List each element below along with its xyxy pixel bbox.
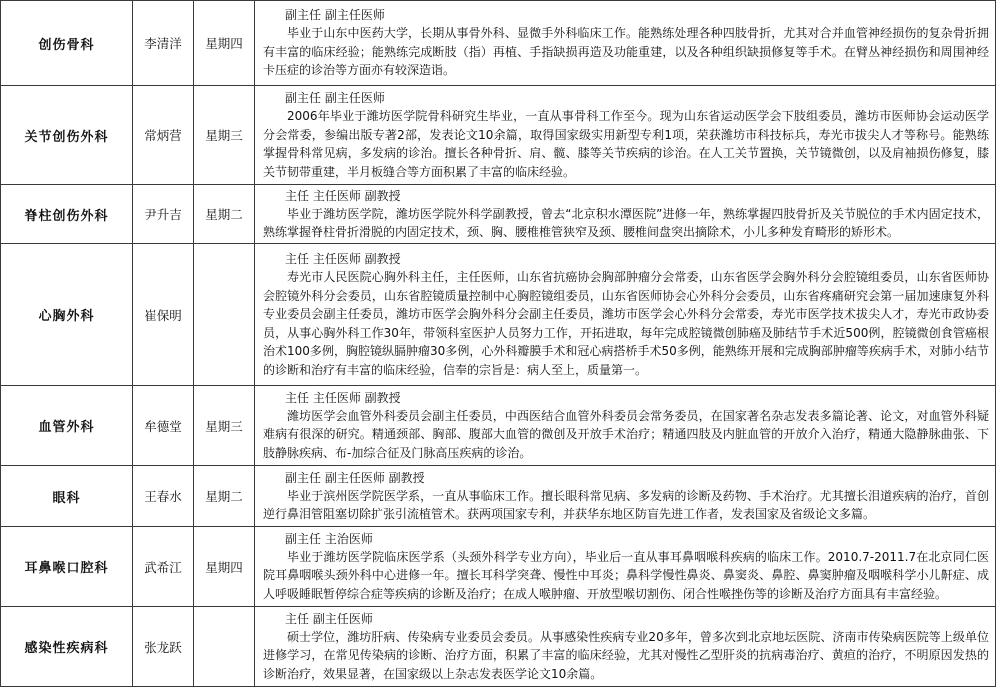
- clinic-day: 星期二: [194, 466, 255, 527]
- doctor-profile: [255, 185, 996, 244]
- table-row: [1, 466, 996, 527]
- doctor-description: 毕业于山东中医药大学，长期从事骨外科、显微手外科临床工作。能熟练处理各种四肢骨折，尤其对合并血管神经损伤的复杂骨折拥有丰富的临床经验；能熟练完成断肢（指）再植、手指缺损再造及功能重建，以及各种组织缺损修复等手术。在臂丛神经损伤和周围神经卡压症的诊治等方面亦有较深造诣。: [263, 26, 989, 78]
- department-cell: 耳鼻喉口腔科: [1, 527, 133, 607]
- doctor-name: 尹升吉: [133, 185, 194, 244]
- doctor-name: 王春水: [133, 466, 194, 527]
- clinic-day: [194, 607, 255, 687]
- doctor-name: 李清洋: [133, 1, 194, 86]
- doctor-profile: [255, 607, 996, 687]
- doctor-title: 副主任 副主任医师: [285, 8, 385, 23]
- doctor-profile: [255, 466, 996, 527]
- doctor-name: 武希江: [133, 527, 194, 607]
- doctor-description: 2006年毕业于潍坊医学院骨科研究生毕业，一直从事骨科工作至今。现为山东省运动医学会下肢组委员，潍坊市医师协会运动医学分会常委，参编出版专著2部，发表论文10余篇，取得国家级实用新型专利1项，荣获潍坊市科技标兵，寿光市拔尖人才等称号。能熟练掌握骨科常见病，多发病的诊治。擅长各种骨折、肩、髋、膝等关节疾病的诊治。在人工关节置换，关节镜微创，以及肩袖损伤修复，膝关节韧带重建，半月板缝合等方面积累了丰富的临床经验。: [263, 109, 989, 179]
- department-cell: 血管外科: [1, 386, 133, 466]
- table-row: [1, 1, 996, 86]
- doctor-name: 常炳营: [133, 86, 194, 185]
- department-cell: 脊柱创伤外科: [1, 185, 133, 244]
- doctor-title: 副主任 主治医师: [285, 531, 373, 546]
- doctor-description: 毕业于滨州医学院医学系，一直从事临床工作。擅长眼科常见病、多发病的诊断及药物、手术治疗。尤其擅长泪道疾病的治疗，首创逆行鼻泪管阻塞切除扩张引流植管术。获两项国家专利，并获华东地区防盲先进工作者，发表国家及省级论文多篇。: [263, 488, 989, 521]
- doctor-description: 毕业于潍坊医学院，潍坊医学院外科学副教授，曾去“北京积水潭医院”进修一年，熟练掌握四肢骨折及关节脱位的手术内固定技术，熟练掌握脊柱骨折滑脱的内固定技术，颈、胸、腰椎椎管狭窄及颈、腰椎间盘突出摘除术，小儿多种发育畸形的矫形术。: [263, 206, 989, 239]
- doctor-title: 副主任 副主任医师 副教授: [285, 470, 425, 485]
- doctor-description: 硕士学位，潍坊肝病、传染病专业委员会委员。从事感染性疾病专业20多年，曾多次到北京地坛医院、济南市传染病医院等上级单位进修学习，在常见传染病的诊断、治疗方面，积累了丰富的临床经验，尤其对慢性乙型肝炎的抗病毒治疗、黄疸的治疗，不明原因发热的诊断治疗，效果显著，在国家级以上杂志发表医学论文10余篇。: [263, 629, 989, 681]
- clinic-day: 星期二: [194, 185, 255, 244]
- clinic-day: 星期三: [194, 86, 255, 185]
- doctor-name: 崔保明: [133, 244, 194, 386]
- department-cell: 眼科: [1, 466, 133, 527]
- department-cell: 感染性疾病科: [1, 607, 133, 687]
- doctor-title: 副主任 副主任医师: [285, 91, 385, 105]
- doctor-name: 张龙跃: [133, 607, 194, 687]
- doctor-title: 主任 副主任医师: [285, 611, 373, 626]
- doctor-description: 寿光市人民医院心胸外科主任，主任医师，山东省抗癌协会胸部肿瘤分会常委，山东省医学会胸外科分会腔镜组委员，山东省医师协会腔镜外科分会委员，山东省腔镜质量控制中心胸腔镜组委员，山东省医师协会心外科分会委员，山东省疼痛研究会第一届加速康复外科专业委员会副主任委员，潍坊市医学会胸外科分会副主任委员，潍坊市医学会心外科分会常委，寿光市医学技术拔尖人才，寿光市政协委员，从事心胸外科工作30年，带领科室医护人员努力工作，开拓进取，每年完成腔镜微创肺癌及肺结节手术近500例，腔镜微创食管癌根治术100多例，胸腔镜纵膈肿瘤30多例，心外科瓣膜手术和冠心病搭桥手术50多例，能熟练开展和完成胸部肿瘤等疾病手术，对肺小结节的诊断和治疗有丰富的临床经验，信奉的宗旨是：病人至上，质量第一。: [263, 270, 989, 377]
- doctor-title: 主任 主任医师 副教授: [285, 390, 401, 405]
- doctor-description: 潍坊医学会血管外科委员会副主任委员，中西医结合血管外科委员会常务委员，在国家著名杂志发表多篇论著、论文，对血管外科疑难病有很深的研究。精通颈部、胸部、腹部大血管的微创及开放手术治疗；精通四肢及内脏血管的开放介入治疗，精通大隐静脉曲张、下肢静脉疾病、布-加综合征及门脉高压疾病的诊治。: [263, 408, 989, 460]
- doctor-title: 主任 主任医师 副教授: [285, 188, 401, 203]
- table-row: [1, 386, 996, 466]
- clinic-day: 星期四: [194, 527, 255, 607]
- doctor-name: 牟德堂: [133, 386, 194, 466]
- doctor-profile: [255, 527, 996, 607]
- table-row: [1, 607, 996, 687]
- clinic-day: 星期三: [194, 386, 255, 466]
- doctor-rows: [1, 1, 996, 687]
- doctor-title: 主任 主任医师 副教授: [285, 252, 401, 266]
- doctor-profile: [255, 386, 996, 466]
- clinic-day: 星期四: [194, 1, 255, 86]
- department-cell: 关节创伤外科: [1, 86, 133, 185]
- table-row: [1, 527, 996, 607]
- doctor-profile: [255, 86, 996, 185]
- department-cell: 心胸外科: [1, 244, 133, 386]
- table-row: [1, 86, 996, 185]
- doctor-description: 毕业于潍坊医学院临床医学系（头颈外科学专业方向），毕业后一直从事耳鼻咽喉科疾病的临床工作。2010.7-2011.7在北京同仁医院耳鼻咽喉头颈外科中心进修一年。擅长耳科学突聋、慢性中耳炎；鼻科学慢性鼻炎、鼻窦炎、鼻腔、鼻窦肿瘤及咽喉科学小儿鼾症、成人呼吸睡眠暂停综合症等疾病的诊断及治疗；在成人喉肿瘤、开放型喉切割伤、闭合性喉挫伤等的诊断及治疗方面具有丰富经验。: [263, 549, 989, 601]
- table-row: [1, 244, 996, 386]
- department-cell: 创伤骨科: [1, 1, 133, 86]
- doctor-profile: [255, 1, 996, 86]
- doctor-profile: [255, 244, 996, 386]
- clinic-day: [194, 244, 255, 386]
- table-row: [1, 185, 996, 244]
